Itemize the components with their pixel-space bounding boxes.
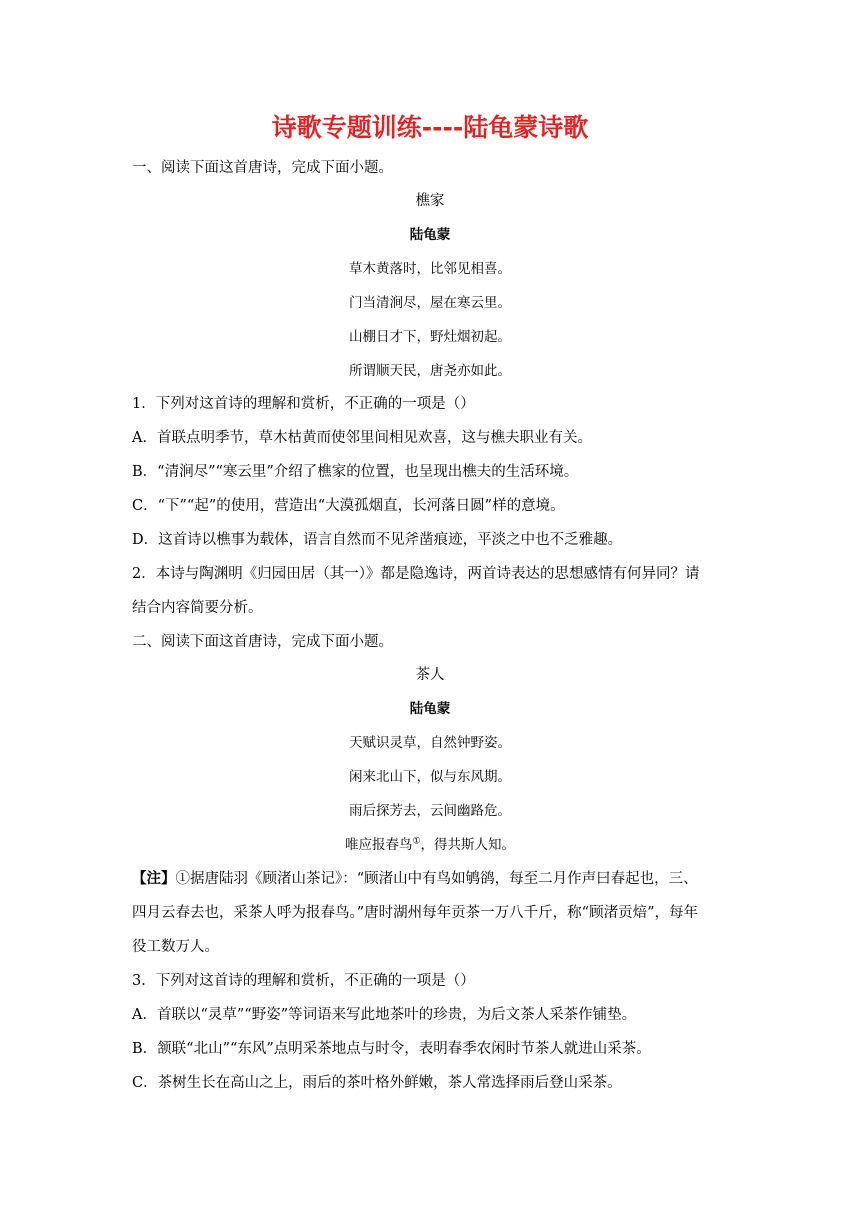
- poem2-line: 闲来北山下，似与东风期。: [349, 769, 511, 785]
- poem2-title: 茶人: [415, 667, 445, 683]
- question-2-line1: 2．本诗与陶渊明《归园田居（其一）》都是隐逸诗，两首诗表达的思想感情有何异同？请: [132, 566, 700, 582]
- note-line1: [132, 868, 742, 890]
- question-2-line2: 结合内容简要分析。: [132, 600, 263, 616]
- poem1-line: 门当清涧尽，屋在寒云里。: [349, 295, 511, 311]
- question-1-option-a: A．首联点明季节，草木枯黄而使邻里间相见欢喜，这与樵夫职业有关。: [132, 430, 592, 446]
- page-title: 诗歌专题训练----陆龟蒙诗歌: [271, 113, 589, 142]
- question-1-option-b: B．“清涧尽”“寒云里”介绍了樵家的位置，也呈现出樵夫的生活环境。: [132, 464, 579, 480]
- footnote-marker: ①: [412, 836, 421, 847]
- poem2-last-line: [0, 834, 860, 856]
- poem2-author: 陆龟蒙: [409, 701, 451, 717]
- question-3-option-b: B．颔联“北山”“东风”点明采茶地点与时令，表明春季农闲时节茶人就进山采茶。: [132, 1041, 651, 1057]
- question-3-stem: 3．下列对这首诗的理解和赏析，不正确的一项是（）: [132, 973, 475, 989]
- poem2-last-line-part2: ，得共斯人知。: [420, 837, 516, 853]
- note-line3: 役工数万人。: [132, 939, 219, 955]
- note-line2: 四月云春去也，采茶人呼为报春鸟。”唐时湖州每年贡茶一万八千斤，称“顾渚贡焙”，每年: [132, 905, 698, 921]
- poem2-last-line-part1: 唯应报春鸟: [344, 837, 413, 853]
- section1-heading: 一、阅读下面这首唐诗，完成下面小题。: [132, 160, 393, 176]
- question-3-option-a: A．首联以“灵草”“野姿”等词语来写此地茶叶的珍贵，为后文茶人采茶作铺垫。: [132, 1007, 637, 1023]
- question-3-option-c: C．茶树生长在高山之上，雨后的茶叶格外鲜嫩，茶人常选择雨后登山采茶。: [132, 1075, 622, 1091]
- poem1-line: 山棚日才下，野灶烟初起。: [349, 329, 511, 345]
- poem2-line: 雨后探芳去，云间幽路危。: [349, 803, 511, 819]
- question-1-option-d: D．这首诗以樵事为载体，语言自然而不见斧凿痕迹，平淡之中也不乏雅趣。: [132, 532, 623, 548]
- section2-heading: 二、阅读下面这首唐诗，完成下面小题。: [132, 634, 393, 650]
- question-1-stem: 1．下列对这首诗的理解和赏析，不正确的一项是（）: [132, 396, 475, 412]
- poem1-line: 草木黄落时，比邻见相喜。: [349, 261, 511, 277]
- poem1-title: 樵家: [415, 193, 445, 209]
- note-text: ①据唐陆羽《顾渚山茶记》：“顾渚山中有鸟如鸲鹆，每至二月作声曰春起也，三、: [175, 871, 698, 887]
- note-tag: 【注】: [132, 870, 176, 887]
- poem2-line: 天赋识灵草，自然钟野姿。: [349, 735, 511, 751]
- question-1-option-c: C．“下”“起”的使用，营造出“大漠孤烟直，长河落日圆”样的意境。: [132, 498, 565, 514]
- poem1-line: 所谓顺天民，唐尧亦如此。: [349, 363, 511, 379]
- poem1-author: 陆龟蒙: [409, 227, 451, 243]
